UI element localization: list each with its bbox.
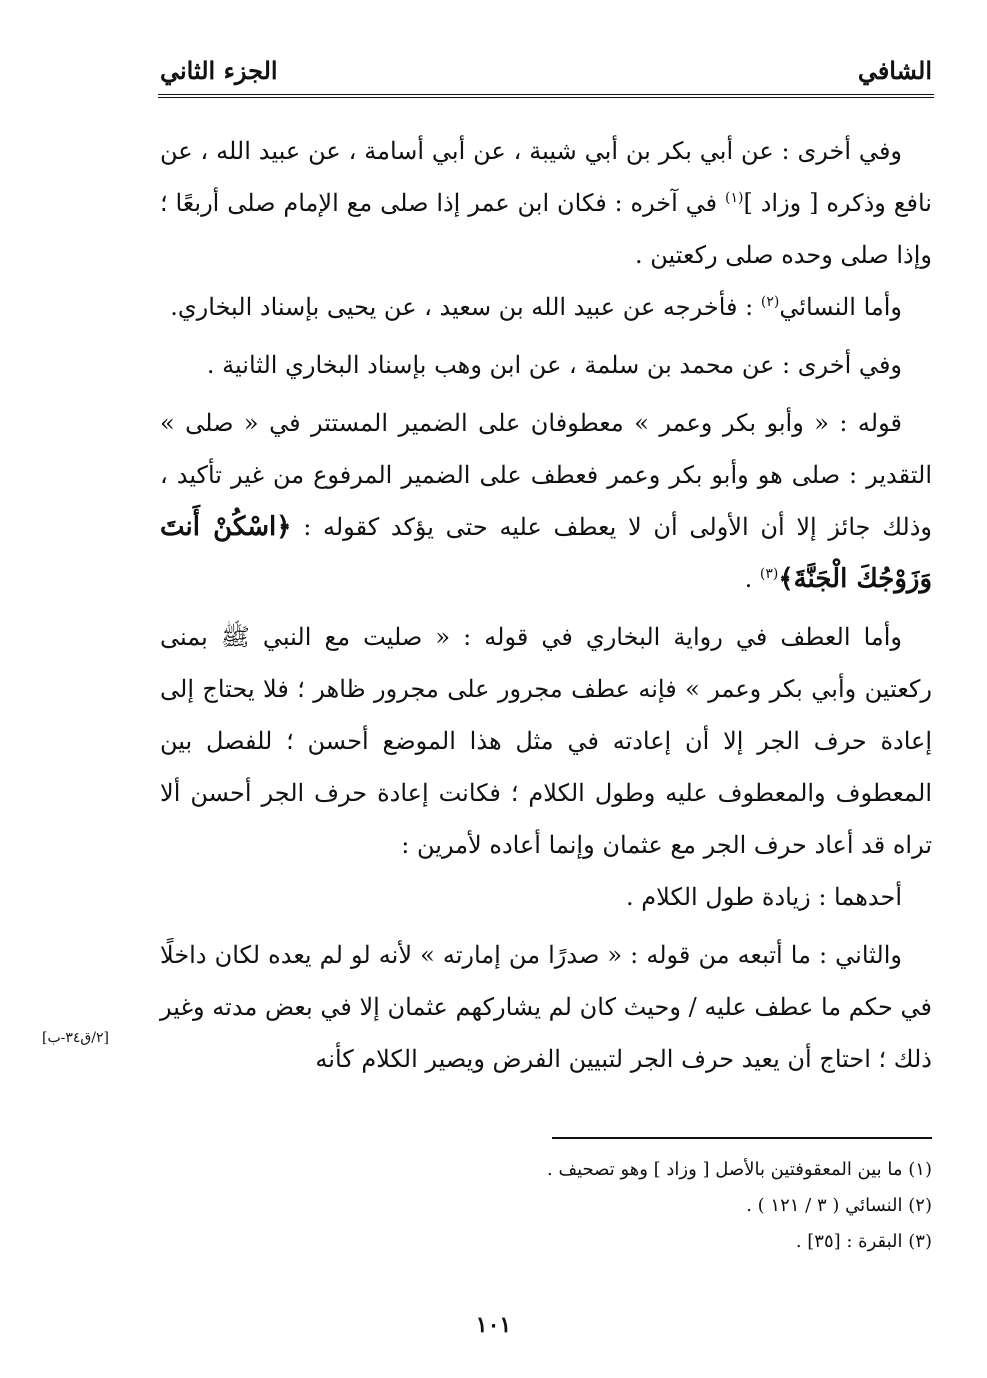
paragraph-2-text: وأما النسائي — [779, 293, 902, 321]
paragraph-3 — [160, 339, 932, 391]
paragraph-6-text: أحدهما : زيادة طول الكلام . — [626, 883, 902, 911]
footnote-divider — [552, 1137, 932, 1139]
paragraph-5-text: وأما العطف في رواية البخاري في قوله : « صليت مع النبي ﷺ بمنى ركعتين وأبي بكر وعمر » فإنه عطف مجرور على مجرور ظاهر ؛ فلا يحتاج إلى إعادة حرف الجر إلا أن إعادته في مثل هذا الموضع أحسن ؛ للفصل بين المعطوف والمعطوف عليه وطول الكلام ؛ فكانت إعادة حرف الجر أحسن ألا تراه قد أعاد حرف الجر مع عثمان وإنما أعاده لأمرين : — [160, 623, 933, 859]
paragraph-1 — [160, 125, 932, 281]
paragraph-6 — [160, 871, 932, 923]
running-header — [158, 50, 934, 98]
footnote-ref-3[interactable]: (٣) — [759, 566, 779, 582]
page-number: ١٠١ — [475, 1312, 512, 1338]
footnote-ref-2[interactable]: (٢) — [760, 294, 780, 310]
footnotes — [160, 1152, 932, 1260]
part-title: الجزء الثاني — [160, 56, 278, 85]
footnote-2: (٢) النسائي ( ٣ / ١٢١ ) . — [746, 1195, 932, 1216]
paragraph-2 — [160, 281, 932, 333]
paragraph-7 — [160, 929, 932, 1085]
paragraph-1-text-cont: في آخره : فكان ابن عمر إذا صلى مع الإمام صلى أربعًا ؛ وإذا صلى وحده صلى ركعتين . — [160, 189, 932, 269]
footnote-ref-1[interactable]: (١) — [725, 190, 744, 206]
quran-verse: ﴿اسْكُنْ أَنتَ وَزَوْجُكَ الْجَنَّةَ﴾ — [160, 512, 932, 594]
book-title: الشافي — [857, 56, 932, 85]
paragraph-7-text: والثاني : ما أتبعه من قوله : « صدرًا من إمارته » لأنه لو لم يعده لكان داخلًا في حكم ما عطف عليه / وحيث كان لم يشاركهم عثمان إلا في بعض مدته وغير ذلك ؛ احتاج أن يعيد حرف الجر لتبيين الفرض ويصير الكلام كأنه — [160, 941, 932, 1073]
paragraph-4-text: قوله : « وأبو بكر وعمر » معطوفان على الضمير المستتر في « صلى » التقدير : صلى هو وأبو بكر وعمر فعطف على الضمير المرفوع من غير تأكيد ، وذلك جائز إلا أن الأولى أن لا يعطف عليه حتى يؤكد كقوله : — [160, 409, 933, 541]
footnote-3: (٣) البقرة : [٣٥] . — [795, 1231, 932, 1252]
main-text — [160, 125, 932, 1085]
paragraph-4 — [160, 397, 932, 605]
paragraph-3-text: وفي أخرى : عن محمد بن سلمة ، عن ابن وهب بإسناد البخاري الثانية . — [206, 351, 902, 379]
paragraph-4-text-cont: . — [744, 565, 760, 593]
paragraph-1-text: وفي أخرى : عن أبي بكر بن أبي شيبة ، عن أبي أسامة ، عن عبيد الله ، عن نافع وذكره [ وزاد ] — [160, 137, 932, 217]
paragraph-5 — [160, 611, 932, 871]
paragraph-2-text-cont: : فأخرجه عن عبيد الله بن سعيد ، عن يحيى بإسناد البخاري. — [170, 293, 761, 321]
footnote-1: (١) ما بين المعقوفتين بالأصل [ وزاد ] وهو تصحيف . — [547, 1159, 932, 1180]
manuscript-folio-marker: [٢/ق٣٤-ب] — [42, 1030, 110, 1046]
